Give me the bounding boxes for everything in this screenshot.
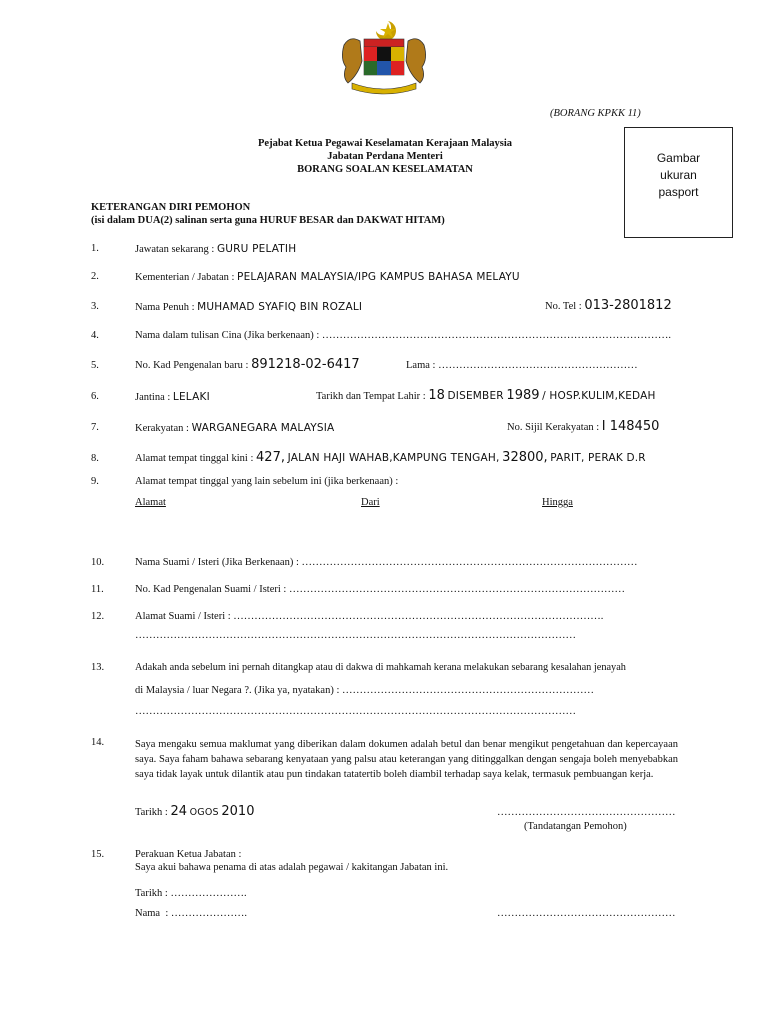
alamat-lain-label: Alamat tempat tinggal yang lain sebelum ini (jika berkenaan) : xyxy=(135,476,399,487)
kp-row xyxy=(135,357,360,372)
item-number: 14. xyxy=(91,737,105,748)
tarikh-month: OGOS xyxy=(189,807,219,818)
alamat-suami-row xyxy=(135,611,603,622)
kp-suami-row xyxy=(135,584,625,595)
photo-box-line2: ukuran xyxy=(660,168,697,182)
lama-row xyxy=(406,360,638,371)
item-number: 4. xyxy=(91,330,99,341)
col-dari: Dari xyxy=(361,497,380,508)
tarikh-row xyxy=(135,804,254,819)
item-number: 13. xyxy=(91,662,105,673)
suami-row xyxy=(135,557,638,568)
header-form-title: BORANG SOALAN KESELAMATAN xyxy=(297,164,473,175)
item-number: 7. xyxy=(91,422,99,433)
kerakyatan-label: Kerakyatan : xyxy=(135,423,189,434)
tel-row xyxy=(545,298,672,313)
q15-text: Saya akui bahawa penama di atas adalah pegawai / kakitangan Jabatan ini. xyxy=(135,862,449,873)
item-number: 1. xyxy=(91,243,99,254)
lahir-row xyxy=(316,388,656,403)
nama-label: Nama Penuh : xyxy=(135,302,195,313)
suami-dots: …………………………………………………………………………………… xyxy=(301,557,638,568)
jantina-value: LELAKI xyxy=(172,391,210,403)
q15-tarikh-row xyxy=(135,888,247,899)
q15-nama-dots: : …………………. xyxy=(165,908,247,919)
sijil-row xyxy=(507,419,659,434)
jawatan-value: GURU PELATIH xyxy=(216,243,297,255)
sijil-value: I 148450 xyxy=(601,419,660,434)
kementerian-row xyxy=(135,271,520,283)
alamat-row xyxy=(135,450,646,465)
item-number: 12. xyxy=(91,611,105,622)
lama-label: Lama : xyxy=(406,360,436,371)
item-number: 10. xyxy=(91,557,105,568)
alamat-label: Alamat tempat tinggal kini : xyxy=(135,453,254,464)
item-number: 3. xyxy=(91,301,99,312)
kerakyatan-row xyxy=(135,422,334,434)
kp-suami-dots: …………………………………………………………………………………… xyxy=(288,584,625,595)
alamat-postcode: 32800, xyxy=(502,450,548,465)
item-number: 5. xyxy=(91,360,99,371)
item-number: 15. xyxy=(91,849,105,860)
kerakyatan-value: WARGANEGARA MALAYSIA xyxy=(191,422,335,434)
col-alamat: Alamat xyxy=(135,497,166,508)
lahir-place: / HOSP.KULIM,KEDAH xyxy=(542,390,656,402)
q15-signature-line: …………………………………………… xyxy=(497,908,676,919)
kementerian-value: PELAJARAN MALAYSIA/IPG KAMPUS BAHASA MELAYU xyxy=(237,271,520,283)
photo-box-line1: Gambar xyxy=(656,151,701,165)
q15-nama-row xyxy=(135,908,247,919)
q13-row2 xyxy=(135,685,594,696)
suami-label: Nama Suami / Isteri (Jika Berkenaan) : xyxy=(135,557,299,568)
section-instruction: (isi dalam DUA(2) salinan serta guna HURUF BESAR dan DAKWAT HITAM) xyxy=(91,215,445,226)
header-department: Jabatan Perdana Menteri xyxy=(327,151,443,162)
signature-label: (Tandatangan Pemohon) xyxy=(524,821,627,832)
q13-dots-line2: ……………………………………………………………………………………………………………… xyxy=(135,706,576,717)
q13-line1: Adakah anda sebelum ini pernah ditangkap atau di dakwa di mahkamah kerana melakukan sebarang kesalahan jenayah xyxy=(135,662,626,673)
q15-nama-label: Nama xyxy=(135,908,161,919)
jawatan-label: Jawatan sekarang : xyxy=(135,244,215,255)
alamat-value: JALAN HAJI WAHAB,KAMPUNG TENGAH, xyxy=(287,452,500,464)
form-code: (BORANG KPKK 11) xyxy=(550,108,641,119)
nama-row xyxy=(135,301,362,313)
tarikh-day: 24 xyxy=(170,804,187,819)
signature-line: …………………………………………… xyxy=(497,807,676,818)
jantina-label: Jantina : xyxy=(135,392,171,403)
cina-label: Nama dalam tulisan Cina (Jika berkenaan) : xyxy=(135,330,320,341)
kp-value: 891218-02-6417 xyxy=(251,357,360,372)
alamat-number: 427, xyxy=(256,450,285,465)
kementerian-label: Kementerian / Jabatan : xyxy=(135,272,235,283)
item-number: 8. xyxy=(91,453,99,464)
tel-value: 013-2801812 xyxy=(584,298,672,313)
lahir-day: 18 xyxy=(428,388,445,403)
lahir-year: 1989 xyxy=(506,388,540,403)
lahir-month: DISEMBER xyxy=(447,390,504,402)
lama-dots: ………………………………………………… xyxy=(438,360,638,371)
col-hingga: Hingga xyxy=(542,497,573,508)
q15-tarikh-dots: …………………. xyxy=(170,888,247,899)
item-number: 6. xyxy=(91,391,99,402)
q13-line2: di Malaysia / luar Negara ?. (Jika ya, nyatakan) : xyxy=(135,685,340,696)
jawatan-row xyxy=(135,243,296,255)
item-number: 11. xyxy=(91,584,104,595)
q13-dots: ……………………………………………………………… xyxy=(342,685,595,696)
passport-photo-box xyxy=(624,127,733,238)
sijil-label: No. Sijil Kerakyatan : xyxy=(507,422,600,433)
kp-suami-label: No. Kad Pengenalan Suami / Isteri : xyxy=(135,584,287,595)
cina-row xyxy=(135,330,671,341)
cina-dots: ………………………………………………………………………………………. xyxy=(321,330,672,341)
alamat-suami-dots: ……………………………………………………………………………………………. xyxy=(233,611,604,622)
q15-title: Perakuan Ketua Jabatan : xyxy=(135,849,242,860)
alamat-rest: PARIT, PERAK D.R xyxy=(550,452,646,464)
jantina-row xyxy=(135,391,210,403)
coat-of-arms-logo xyxy=(338,17,430,97)
item-number: 9. xyxy=(91,476,99,487)
header-office: Pejabat Ketua Pegawai Keselamatan Kerajaan Malaysia xyxy=(258,138,512,149)
tarikh-year: 2010 xyxy=(221,804,255,819)
alamat-suami-label: Alamat Suami / Isteri : xyxy=(135,611,231,622)
tarikh-label: Tarikh : xyxy=(135,807,168,818)
lahir-label: Tarikh dan Tempat Lahir : xyxy=(316,391,426,402)
nama-value: MUHAMAD SYAFIQ BIN ROZALI xyxy=(197,301,363,313)
declaration-text: Saya mengaku semua maklumat yang diberikan dalam dokumen adalah betul dan benar mengikut pengetahuan dan kepercayaan saya. Saya faham bahawa sebarang kenyataan yang palsu atau keterangan yang ditinggalkan dengan sengaja boleh menyebabkan saya tidak layak untuk dilantik atau pun tindakan tatatertib boleh diambil terhadap saya kelak, termasuk pembuangan kerja. xyxy=(135,739,678,780)
kp-label: No. Kad Pengenalan baru : xyxy=(135,360,249,371)
tel-label: No. Tel : xyxy=(545,301,582,312)
section-title: KETERANGAN DIRI PEMOHON xyxy=(91,202,251,213)
item-number: 2. xyxy=(91,271,99,282)
alamat-suami-dots-line2: ……………………………………………………………………………………………………………… xyxy=(135,630,576,641)
q15-tarikh-label: Tarikh : xyxy=(135,888,168,899)
photo-box-line3: pasport xyxy=(658,185,699,199)
